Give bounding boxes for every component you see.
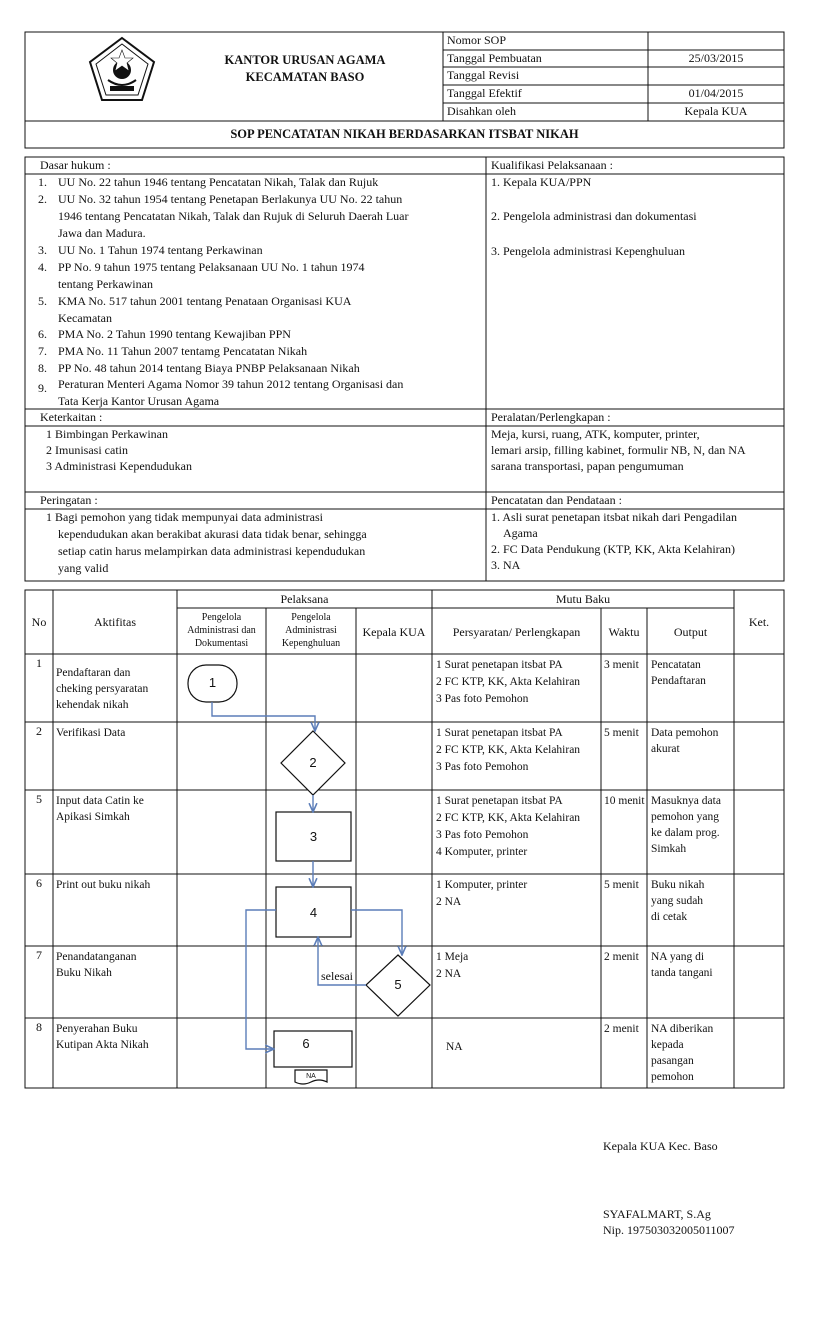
row-requirement-text: 2 NA	[436, 968, 462, 980]
kualifikasi-item: 1. Kepala KUA/PPN	[491, 175, 592, 189]
row-requirement-text: 1 Surat penetapan itsbat PA	[436, 659, 563, 671]
dasar-hukum-number: 7.	[38, 344, 47, 358]
row-output-text: Pencatatan	[651, 659, 701, 671]
flow-edge-label-selesai: selesai	[321, 969, 353, 983]
office-name-line1: KANTOR URUSAN AGAMA	[224, 53, 386, 67]
meta-label: Disahkan oleh	[447, 104, 516, 118]
peralatan-line: Meja, kursi, ruang, ATK, komputer, printer,	[491, 427, 700, 441]
flow-document-label: NA	[306, 1073, 316, 1080]
row-requirement-text: 3 Pas foto Pemohon	[436, 829, 529, 841]
peringatan-line: 1 Bagi pemohon yang tidak mempunyai data administrasi	[46, 510, 323, 524]
flow-node-1-label: 1	[208, 675, 217, 690]
row-output-text: pemohon	[651, 1071, 694, 1083]
row-requirement-text: 2 FC KTP, KK, Akta Kelahiran	[436, 812, 581, 824]
dasar-hukum-number: 9.	[38, 381, 47, 395]
col-header-pelaksana: Pelaksana	[280, 592, 329, 606]
dasar-hukum-heading: Dasar hukum :	[40, 158, 111, 172]
row-output-text: Masuknya data	[651, 795, 721, 807]
signature-nip: Nip. 197503032005011007	[603, 1223, 735, 1237]
dasar-hukum-text: PMA No. 11 Tahun 2007 tentamg Pencatatan Nikah	[58, 344, 308, 358]
row-output-text: Buku nikah	[651, 879, 705, 891]
row-requirement-text: 2 NA	[436, 896, 462, 908]
kualifikasi-item: 3. Pengelola administrasi Kepenghuluan	[491, 244, 685, 258]
row-activity-text: Penyerahan Buku	[56, 1023, 138, 1035]
col-header-no: No	[31, 615, 47, 629]
flow-node-2-label: 2	[309, 755, 317, 770]
col-header-ket: Ket.	[748, 615, 770, 629]
row-activity-text: cheking persyaratan	[56, 683, 149, 695]
dasar-hukum-number: 5.	[38, 294, 47, 308]
dasar-hukum-text: Peraturan Menteri Agama Nomor 39 tahun 2012 tentang Organisasi dan	[58, 377, 404, 391]
row-time: 5 menit	[604, 727, 639, 739]
meta-value: Kepala KUA	[684, 104, 748, 118]
peringatan-line: kependudukan akan berakibat akurasi data tidak benar, sehingga	[58, 527, 367, 541]
keterkaitan-item: 2 Imunisasi catin	[46, 443, 128, 457]
row-number: 6	[36, 876, 42, 890]
signature-title: Kepala KUA Kec. Baso	[603, 1139, 718, 1153]
peralatan-line: sarana transportasi, papan pengumuman	[491, 459, 684, 473]
peringatan-heading: Peringatan :	[40, 493, 98, 507]
row-requirement-text: 1 Surat penetapan itsbat PA	[436, 795, 563, 807]
col-header-output: Output	[673, 625, 708, 639]
row-output-text: akurat	[651, 743, 680, 755]
col-header-aktifitas: Aktifitas	[94, 615, 136, 629]
pelaksana-subheader: Administrasi	[285, 625, 337, 636]
row-time: 3 menit	[604, 659, 639, 671]
pencatatan-heading: Pencatatan dan Pendataan :	[491, 493, 622, 507]
row-output-text: pasangan	[651, 1055, 694, 1067]
dasar-hukum-text: 1946 tentang Pencatatan Nikah, Talak dan Rujuk di Seluruh Daerah Luar	[58, 209, 409, 223]
sop-title: SOP PENCATATAN NIKAH BERDASARKAN ITSBAT NIKAH	[230, 127, 579, 141]
flow-node-6-label: 6	[302, 1036, 310, 1051]
row-output-text: tanda tangani	[651, 967, 713, 979]
row-requirement-text: 2 FC KTP, KK, Akta Kelahiran	[436, 676, 581, 688]
keterkaitan-heading: Keterkaitan :	[40, 410, 103, 424]
dasar-hukum-text: Tata Kerja Kantor Urusan Agama	[58, 394, 220, 408]
signature-name: SYAFALMART, S.Ag	[603, 1207, 711, 1221]
dasar-hukum-number: 8.	[38, 361, 47, 375]
col-header-mutu-baku: Mutu Baku	[555, 592, 611, 606]
row-output-text: ke dalam prog.	[651, 827, 720, 839]
row-activity-text: Buku Nikah	[56, 967, 112, 979]
peralatan-line: lemari arsip, filling kabinet, formulir NB, N, dan NA	[491, 443, 746, 457]
meta-label: Tanggal Pembuatan	[447, 51, 542, 65]
row-number: 7	[36, 948, 42, 962]
meta-label: Tanggal Revisi	[447, 68, 520, 82]
row-output-text: yang sudah	[651, 895, 704, 907]
flow-node-3-label: 3	[309, 829, 318, 844]
row-activity-text: Penandatanganan	[56, 951, 137, 963]
row-activity-text: Print out buku nikah	[56, 879, 151, 891]
peralatan-heading: Peralatan/Perlengkapan :	[491, 410, 611, 424]
row-activity-text: Kutipan Akta Nikah	[56, 1039, 149, 1051]
flow-node-4-label: 4	[309, 905, 318, 920]
row-time: 5 menit	[604, 879, 639, 891]
row-number: 8	[36, 1020, 42, 1034]
row-requirement-text: 3 Pas foto Pemohon	[436, 693, 529, 705]
dasar-hukum-text: KMA No. 517 tahun 2001 tentang Penataan Organisasi KUA	[58, 294, 352, 308]
kualifikasi-item: 2. Pengelola administrasi dan dokumentasi	[491, 209, 697, 223]
row-requirement-text: 1 Komputer, printer	[436, 879, 528, 891]
row-activity-text: kehendak nikah	[56, 699, 129, 711]
row-output-text: Data pemohon	[651, 727, 719, 739]
dasar-hukum-text: PP No. 9 tahun 1975 tentang Pelaksanaan UU No. 1 tahun 1974	[58, 260, 365, 274]
row-output-text: Pendaftaran	[651, 675, 706, 687]
pelaksana-subheader: Pengelola	[201, 612, 242, 623]
row-requirement-text: 2 FC KTP, KK, Akta Kelahiran	[436, 744, 581, 756]
pelaksana-subheader: Pengelola	[291, 612, 331, 623]
row-number: 1	[36, 656, 42, 670]
pelaksana-subheader: Kepala KUA	[362, 625, 426, 639]
pencatatan-line: 1. Asli surat penetapan itsbat nikah dari Pengadilan	[491, 510, 737, 524]
dasar-hukum-text: PP No. 48 tahun 2014 tentang Biaya PNBP Pelaksanaan Nikah	[58, 361, 360, 375]
dasar-hukum-text: UU No. 22 tahun 1946 tentang Pencatatan Nikah, Talak dan Rujuk	[58, 175, 379, 189]
pelaksana-subheader: Kepenghuluan	[281, 638, 341, 649]
pencatatan-line: 2. FC Data Pendukung (KTP, KK, Akta Kelahiran)	[491, 542, 735, 556]
dasar-hukum-text: PMA No. 2 Tahun 1990 tentang Kewajiban PPN	[58, 327, 291, 341]
peringatan-line: setiap catin harus melampirkan data administrasi kependudukan	[58, 544, 366, 558]
row-output-text: NA diberikan	[651, 1023, 714, 1035]
dasar-hukum-number: 6.	[38, 327, 47, 341]
dasar-hukum-number: 2.	[38, 192, 47, 206]
dasar-hukum-text: UU No. 1 Tahun 1974 tentang Perkawinan	[58, 243, 263, 257]
row-output-text: Simkah	[651, 843, 687, 855]
meta-value: 25/03/2015	[688, 51, 744, 65]
row-requirement-text: NA	[446, 1041, 463, 1053]
dasar-hukum-text: Kecamatan	[58, 311, 112, 325]
row-output-text: kepada	[651, 1039, 684, 1051]
meta-label: Tanggal Efektif	[447, 86, 522, 100]
office-name-line2: KECAMATAN BASO	[245, 70, 365, 84]
row-output-text: di cetak	[651, 911, 688, 923]
col-header-persyaratan: Persyaratan/ Perlengkapan	[452, 625, 581, 639]
dasar-hukum-text: UU No. 32 tahun 1954 tentang Penetapan Berlakunya UU No. 22 tahun	[58, 192, 403, 206]
row-requirement-text: 1 Surat penetapan itsbat PA	[436, 727, 563, 739]
row-requirement-text: 1 Meja	[436, 951, 469, 963]
pelaksana-subheader: Dokumentasi	[194, 638, 249, 649]
row-activity-text: Apikasi Simkah	[56, 811, 130, 823]
row-activity-text: Verifikasi Data	[56, 727, 126, 739]
meta-label: Nomor SOP	[447, 33, 507, 47]
dasar-hukum-number: 3.	[38, 243, 47, 257]
row-number: 2	[36, 724, 42, 738]
row-output-text: NA yang di	[651, 951, 705, 963]
keterkaitan-item: 3 Administrasi Kependudukan	[46, 459, 192, 473]
pelaksana-subheader: Administrasi dan	[187, 625, 256, 636]
row-time: 10 menit	[604, 795, 645, 807]
dasar-hukum-text: tentang Perkawinan	[58, 277, 153, 291]
flow-node-5-label: 5	[394, 977, 402, 992]
row-activity-text: Pendaftaran dan	[56, 667, 131, 679]
col-header-waktu: Waktu	[608, 625, 640, 639]
row-number: 5	[36, 792, 42, 806]
dasar-hukum-number: 1.	[38, 175, 47, 189]
pencatatan-line: 3. NA	[491, 558, 521, 572]
pencatatan-line: Agama	[503, 526, 538, 540]
row-output-text: pemohon yang	[651, 811, 720, 823]
peringatan-line: yang valid	[58, 561, 109, 575]
dasar-hukum-text: Jawa dan Madura.	[58, 226, 146, 240]
keterkaitan-item: 1 Bimbingan Perkawinan	[46, 427, 168, 441]
row-activity-text: Input data Catin ke	[56, 795, 144, 807]
meta-value: 01/04/2015	[688, 86, 744, 100]
row-requirement-text: 4 Komputer, printer	[436, 846, 528, 858]
dasar-hukum-number: 4.	[38, 260, 47, 274]
row-requirement-text: 3 Pas foto Pemohon	[436, 761, 529, 773]
kualifikasi-heading: Kualifikasi Pelaksanaan :	[491, 158, 613, 172]
row-time: 2 menit	[604, 951, 639, 963]
row-time: 2 menit	[604, 1023, 639, 1035]
